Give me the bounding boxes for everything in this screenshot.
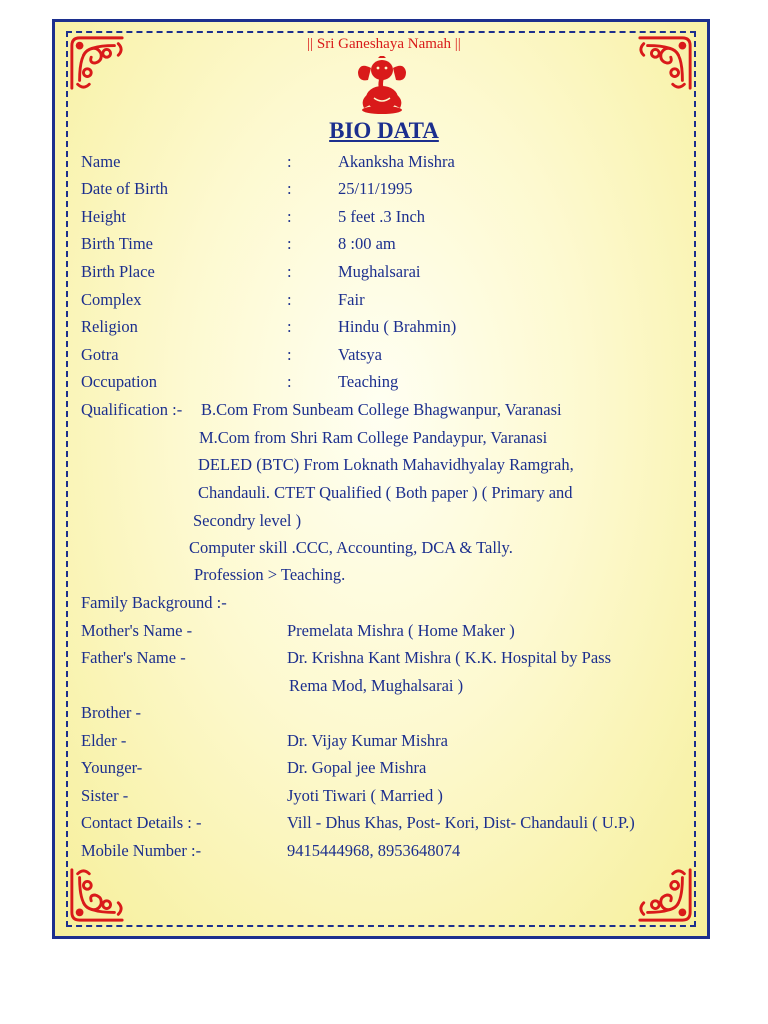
mother-label: Mother's Name -: [81, 621, 193, 640]
detail-label-occupation: Occupation: [81, 372, 158, 391]
corner-ornament-icon: [636, 866, 694, 924]
mobile-value: 9415444968, 8953648074: [287, 841, 461, 860]
qualification-line: B.Com From Sunbeam College Bhagwanpur, Varanasi: [201, 400, 562, 419]
detail-separator: :: [287, 262, 292, 281]
elder-brother-label: Elder -: [81, 731, 127, 750]
mother-value: Premelata Mishra ( Home Maker ): [287, 621, 515, 640]
mobile-label: Mobile Number :-: [81, 841, 202, 860]
younger-brother-label: Younger-: [81, 758, 143, 777]
detail-separator: :: [287, 345, 292, 364]
detail-value-complex: Fair: [338, 290, 365, 309]
detail-label-name: Name: [81, 152, 121, 171]
brother-heading: Brother -: [81, 703, 142, 722]
detail-value-birth-place: Mughalsarai: [338, 262, 421, 281]
corner-ornament-icon: [68, 866, 126, 924]
detail-separator: :: [287, 372, 292, 391]
qualification-line: DELED (BTC) From Loknath Mahavidhyalay Ramgrah,: [198, 455, 574, 474]
detail-label-religion: Religion: [81, 317, 138, 336]
invocation-text: || Sri Ganeshaya Namah ||: [307, 36, 461, 52]
father-value: Dr. Krishna Kant Mishra ( K.K. Hospital by Pass: [287, 648, 612, 667]
qualification-label: Qualification :-: [81, 400, 183, 419]
sister-label: Sister -: [81, 786, 129, 805]
detail-label-gotra: Gotra: [81, 345, 119, 364]
detail-label-complex: Complex: [81, 290, 142, 309]
detail-value-occupation: Teaching: [338, 372, 399, 391]
detail-label-birth-place: Birth Place: [81, 262, 155, 281]
detail-label-height: Height: [81, 207, 126, 226]
detail-separator: :: [287, 317, 292, 336]
detail-value-height: 5 feet .3 Inch: [338, 207, 426, 226]
ganesha-icon: [354, 56, 410, 114]
qualification-line: Chandauli. CTET Qualified ( Both paper ) ( Primary and: [198, 483, 573, 502]
sister-value: Jyoti Tiwari ( Married ): [287, 786, 443, 805]
qualification-line: M.Com from Shri Ram College Pandaypur, Varanasi: [199, 428, 548, 447]
detail-value-birth-time: 8 :00 am: [338, 234, 396, 253]
detail-separator: :: [287, 179, 292, 198]
detail-value-gotra: Vatsya: [338, 345, 382, 364]
elder-brother-value: Dr. Vijay Kumar Mishra: [287, 731, 448, 750]
younger-brother-value: Dr. Gopal jee Mishra: [287, 758, 427, 777]
page-title: BIO DATA: [329, 118, 439, 143]
qualification-line: Profession > Teaching.: [194, 565, 346, 584]
detail-separator: :: [287, 234, 292, 253]
detail-value-religion: Hindu ( Brahmin): [338, 317, 457, 336]
father-value-continued: Rema Mod, Mughalsarai ): [289, 676, 464, 695]
contact-label: Contact Details : -: [81, 813, 202, 832]
detail-value-name: Akanksha Mishra: [338, 152, 455, 171]
detail-label-birth-time: Birth Time: [81, 234, 153, 253]
detail-separator: :: [287, 152, 292, 171]
detail-value-dob: 25/11/1995: [338, 179, 413, 198]
family-heading: Family Background :-: [81, 593, 227, 612]
qualification-line: Secondry level ): [193, 511, 302, 530]
detail-separator: :: [287, 207, 292, 226]
contact-value: Vill - Dhus Khas, Post- Kori, Dist- Chandauli ( U.P.): [287, 813, 635, 832]
detail-separator: :: [287, 290, 292, 309]
detail-label-dob: Date of Birth: [81, 179, 169, 198]
father-label: Father's Name -: [81, 648, 186, 667]
qualification-line: Computer skill .CCC, Accounting, DCA & Tally.: [189, 538, 513, 557]
